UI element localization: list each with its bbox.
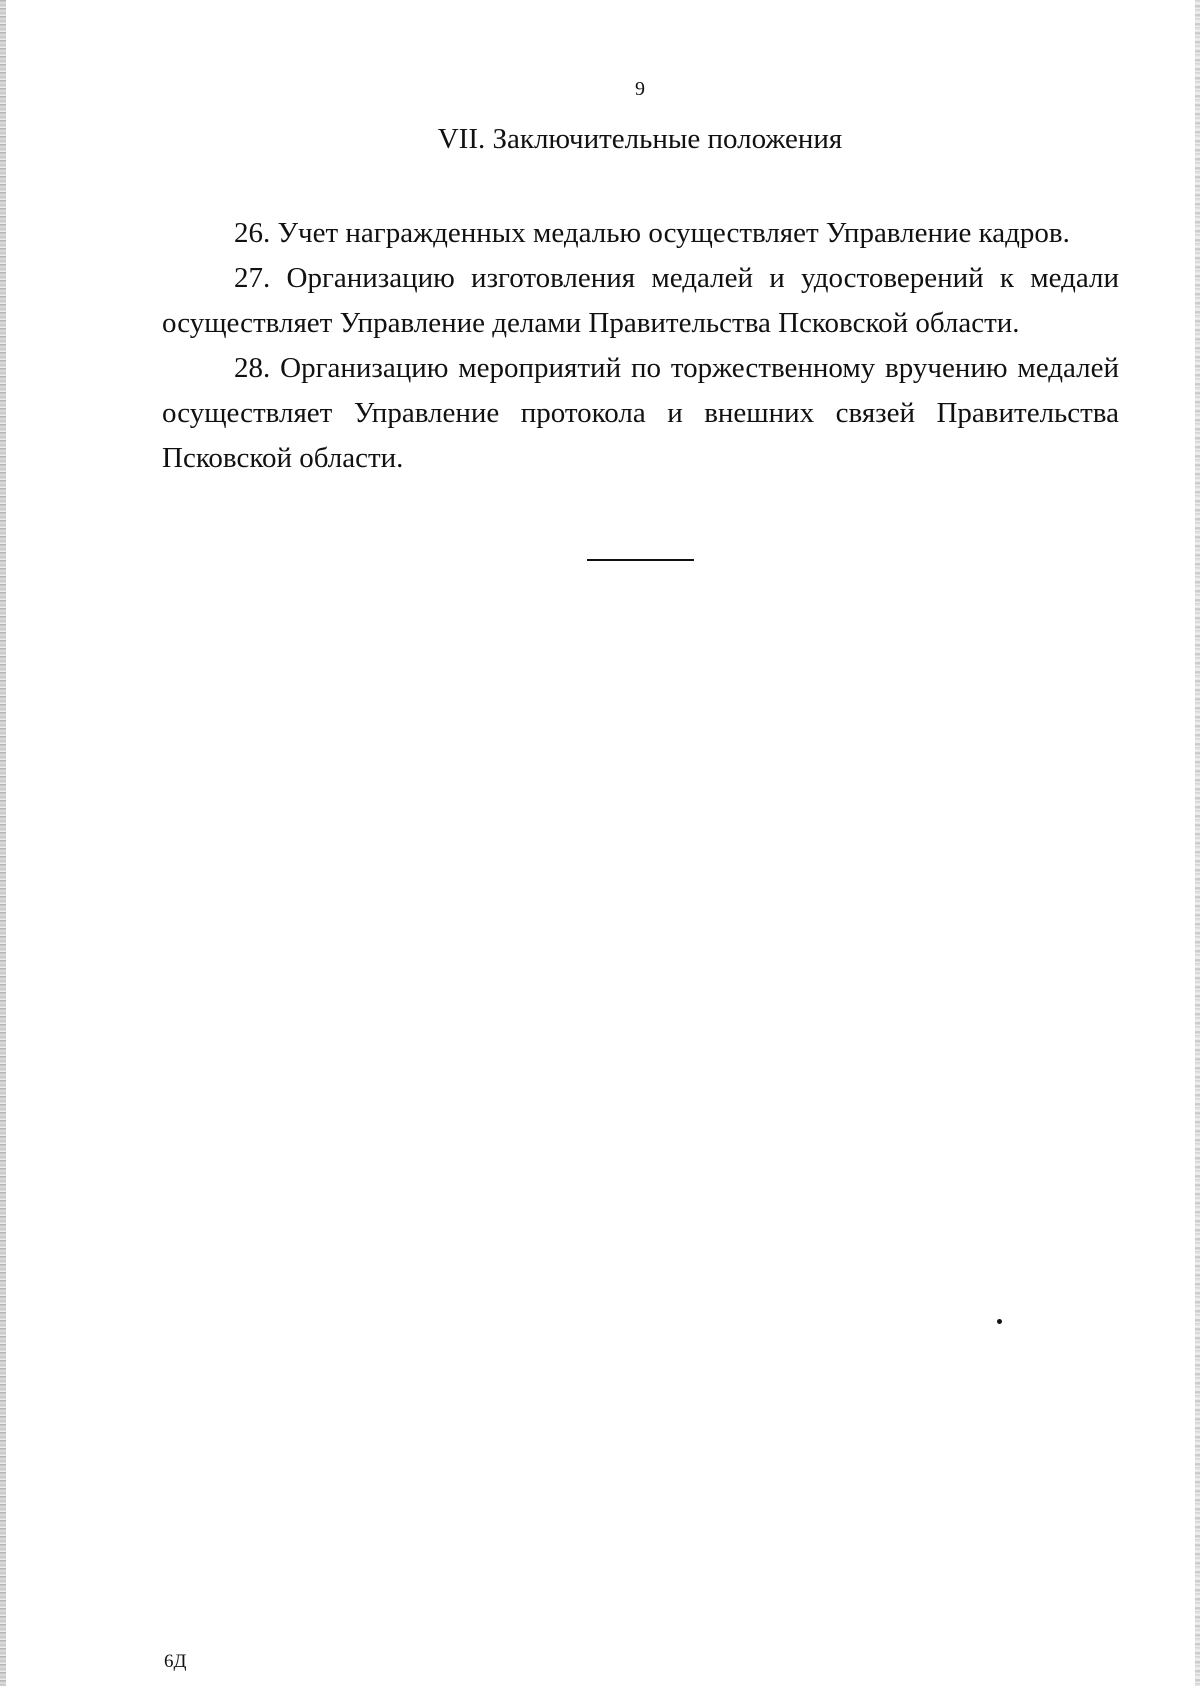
paragraph-28: 28. Организацию мероприятий по торжественному вручению медалей осуществляет Управление протокола и внешних связей Правительства Псковской области. (162, 352, 1119, 474)
scan-speck (997, 1319, 1002, 1324)
scan-edge-right (1195, 0, 1200, 1686)
closing-rule (587, 559, 694, 561)
paragraph-27: 27. Организацию изготовления медалей и удостоверений к медали осуществляет Управление делами Правительства Псковской области. (162, 262, 1119, 339)
paragraph-26: 26. Учет награжденных медалью осуществляет Управление кадров. (234, 217, 1070, 249)
footer-mark: 6Д (164, 1651, 187, 1672)
body-text (162, 211, 1119, 481)
scan-edge-left (0, 0, 6, 1686)
page-number: 9 (635, 78, 645, 100)
section-title: VII. Заключительные положения (437, 123, 843, 155)
